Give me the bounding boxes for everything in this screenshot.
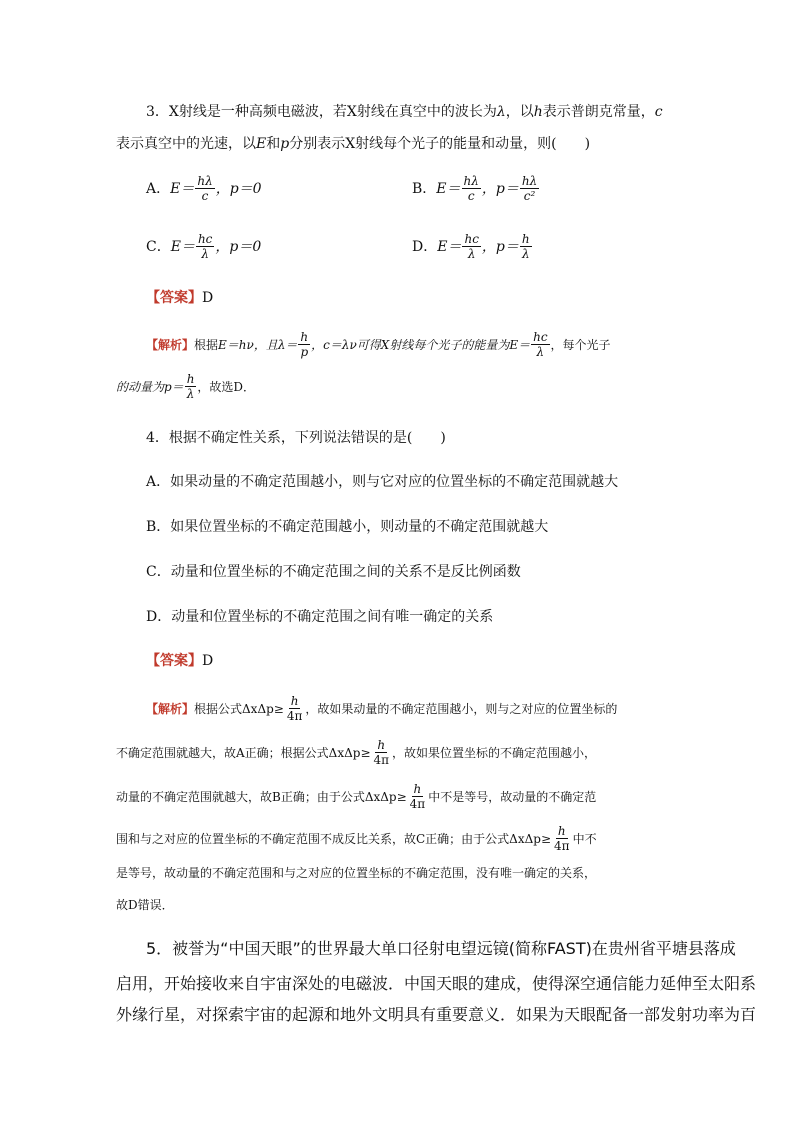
q4-option-d: D．动量和位置坐标的不确定范围之间有唯一确定的关系 [146,609,494,625]
q4-analysis-line3: 动量的不确定范围就越大，故B正确；由于公式ΔxΔp≥ $\frac{h}{4\pi}$ 中不是等号，故动量的不确定范 [116,782,597,811]
q5-line3: 外缘行星，对探索宇宙的起源和地外文明具有重要意义．如果为天眼配备一部发射功率为百 [116,1005,757,1024]
fraction: $\frac{h}{4\pi}$ [409,782,426,811]
q3-analysis-line1: 【解析】 根据 E＝hν，且λ＝ $\frac{h}{p}$ ，c＝λν可得X射线每个光子的能量为E＝ $\frac{hc}{\lambda}$ ，每个光子 [146,330,611,359]
q3-option-d: D． E＝ $\frac{hc}{\lambda}$ ，p＝ $\frac{h}{\lambda}$ [412,232,530,261]
fraction: $\frac{h}{4\pi}$ [554,824,570,853]
fraction: $\frac{hc}{\lambda}$ [533,330,548,359]
fraction: $\frac{h}{\lambda}$ [521,232,530,261]
q4-answer: 【答案】D [146,653,214,669]
fraction: $\frac{h\lambda}{c}$ [463,174,479,203]
q3-stem-line2: 表示真空中的光速，以E和p分别表示X射线每个光子的能量和动量，则( ) [116,136,591,152]
q3-analysis-line2: 的动量为p＝ $\frac{h}{\lambda}$ ，故选D． [116,372,256,401]
q4-analysis-line5: 是等号，故动量的不确定范围和与之对应的位置坐标的不确定范围，没有唯一确定的关系， [116,866,597,880]
q3-option-b: B． E＝ $\frac{h\lambda}{c}$ ，p＝ $\frac{h\lambda}{\text{c²}}$ [412,174,538,203]
fraction: $\frac{hc}{\lambda}$ [464,232,479,261]
q4-analysis-line6: 故D错误． [116,898,174,912]
fraction: $\frac{h\lambda}{c}$ [197,174,213,203]
fraction: $\frac{h}{4\pi}$ [286,694,303,723]
q4-option-c: C．动量和位置坐标的不确定范围之间的关系不是反比例函数 [146,564,521,580]
q5-line2: 启用，开始接收来自宇宙深处的电磁波．中国天眼的建成，使得深空通信能力延伸至太阳系 [116,974,757,993]
fraction: $\frac{hc}{\lambda}$ [197,232,213,261]
fraction: $\frac{h}{p}$ [300,330,309,359]
q4-analysis-line4: 围和与之对应的位置坐标的不确定范围不成反比关系，故C正确；由于公式ΔxΔp≥ $\frac{h}{4\pi}$ 中不 [116,824,597,853]
fraction: $\frac{h\lambda}{\text{c²}}$ [521,174,538,203]
q3-option-c: C． E＝ $\frac{hc}{\lambda}$ ，p＝0 [146,232,262,261]
q4-option-b: B．如果位置坐标的不确定范围越小，则动量的不确定范围就越大 [146,519,549,535]
q3-option-a: A． E＝ $\frac{h\lambda}{c}$ ，p＝0 [146,174,262,203]
fraction: $\frac{h}{4\pi}$ [373,738,390,767]
q4-stem: 4．根据不确定性关系，下列说法错误的是( ) [146,430,446,446]
q4-analysis-line1: 【解析】 根据公式ΔxΔp≥ $\frac{h}{4\pi}$ ，故如果动量的不确定范围越小，则与之对应的位置坐标的 [146,694,618,723]
fraction: $\frac{h}{\lambda}$ [186,372,195,401]
q3-answer: 【答案】D [146,290,214,306]
q4-analysis-line2: 不确定范围就越大，故A正确；根据公式ΔxΔp≥ $\frac{h}{4\pi}$ ，故如果位置坐标的不确定范围越小， [116,738,597,767]
q5-line1: 5．被誉为“中国天眼”的世界最大单口径射电望远镜(简称FAST)在贵州省平塘县落成 [146,939,736,958]
q3-stem-line1: 3．X射线是一种高频电磁波，若X射线在真空中的波长为λ，以h表示普朗克常量，c [146,104,663,120]
q4-option-a: A．如果动量的不确定范围越小，则与它对应的位置坐标的不确定范围就越大 [146,474,619,490]
